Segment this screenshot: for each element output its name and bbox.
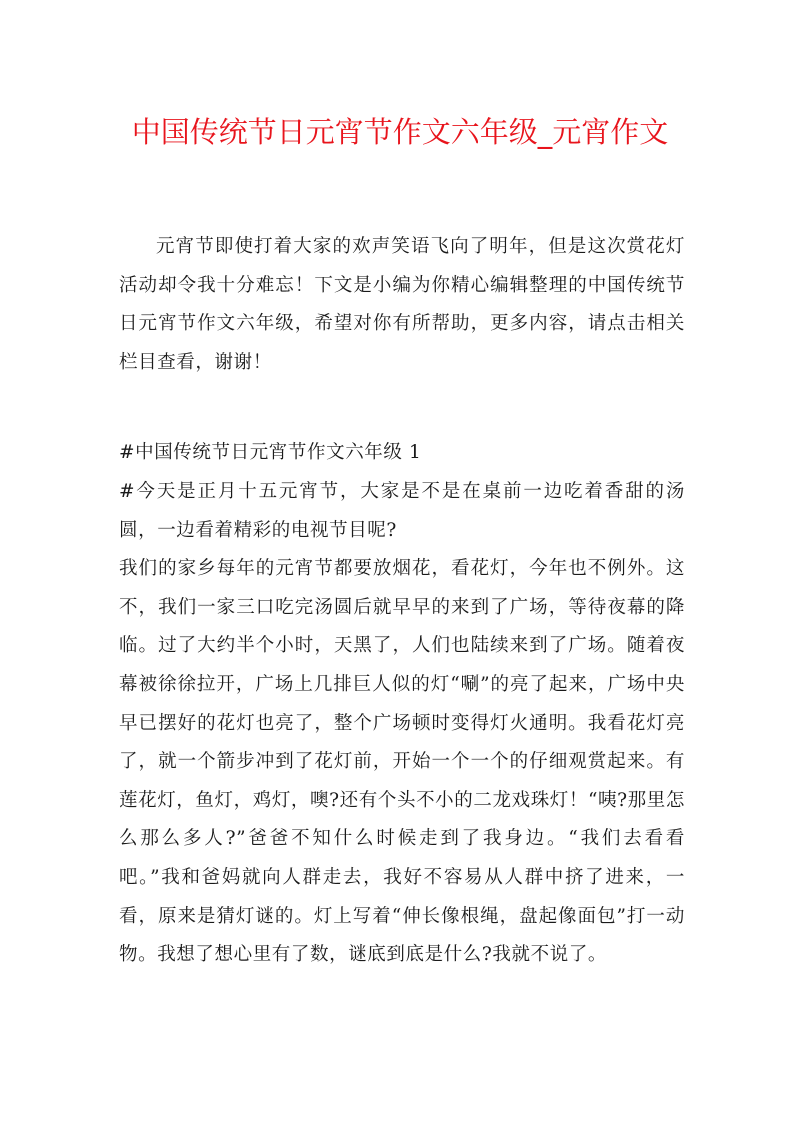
body-paragraph: 我们的家乡每年的元宵节都要放烟花，看花灯，今年也不例外。这不，我们一家三口吃完汤圆后就早早的来到了广场，等待夜幕的降临。过了大约半个小时，天黑了，人们也陆续来到了广场。随着夜幕被徐徐拉开，广场上几排巨人似的灯“唰”的亮了起来，广场中央早已摆好的花灯也亮了，整个广场顿时变得灯火通明。我看花灯亮了，就一个箭步冲到了花灯前，开始一个一个的仔细观赏起来。有莲花灯，鱼灯，鸡灯，噢?还有个头不小的二龙戏珠灯！“咦?那里怎么那么多人?”爸爸不知什么时候走到了我身边。“我们去看看吧。”我和爸妈就向人群走去，我好不容易从人群中挤了进来，一看，原来是猜灯谜的。灯上写着“伸长像根绳，盘起像面包”打一动物。我想了想心里有了数，谜底到底是什么?我就不说了。 [119,558,685,966]
document-content [119,228,685,975]
section-heading: #中国传统节日元宵节作文六年级 1 [119,442,422,464]
intro-paragraph: 元宵节即使打着大家的欢声笑语飞向了明年，但是这次赏花灯活动却令我十分难忘！下文是小编为你精心编辑整理的中国传统节日元宵节作文六年级，希望对你有所帮助，更多内容，请点击相关栏目查看，谢谢！ [119,236,685,373]
document-title: 中国传统节日元宵节作文六年级_元宵作文 [131,115,669,149]
paragraph-spacer [119,382,685,434]
opening-paragraph: #今天是正月十五元宵节，大家是不是在桌前一边吃着香甜的汤圆，一边看着精彩的电视节目呢? [119,480,685,541]
